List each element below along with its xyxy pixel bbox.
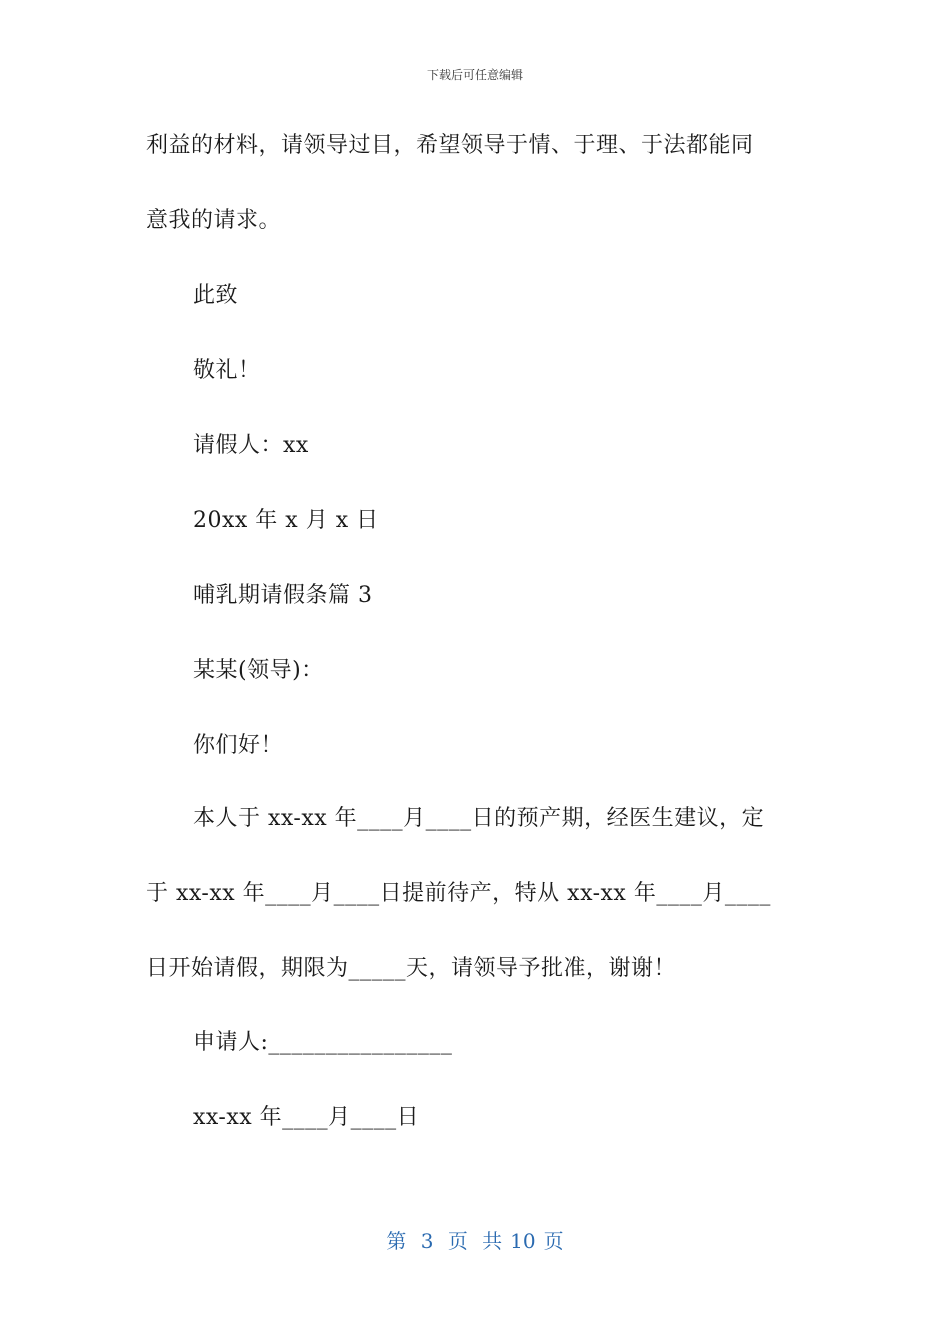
addressee-line: 某某(领导)： xyxy=(193,658,324,683)
greeting-line: 你们好！ xyxy=(193,733,284,758)
body-line-3: 日开始请假，期限为_____天，请领导予批准，谢谢！ xyxy=(146,956,677,981)
requester-line: 请假人：xx xyxy=(193,433,309,458)
footer-page-number: 3 xyxy=(420,1229,434,1253)
body-line-1: 本人于 xx-xx 年____月____日的预产期，经医生建议，定 xyxy=(193,806,765,831)
closing-respect: 敬礼！ xyxy=(193,358,261,383)
footer-total-prefix: 共 xyxy=(482,1229,503,1253)
date-line: 20xx 年 x 月 x 日 xyxy=(193,508,379,533)
section-title: 哺乳期请假条篇 3 xyxy=(193,583,373,608)
footer-suffix: 页 xyxy=(543,1229,564,1253)
footer-total-pages: 10 xyxy=(510,1229,536,1253)
page-header: 下载后可任意编辑 xyxy=(426,68,523,82)
applicant-line: 申请人:________________ xyxy=(193,1030,453,1055)
footer-prefix: 第 xyxy=(386,1229,407,1253)
footer-page-label: 页 xyxy=(447,1229,468,1253)
body-line-2: 于 xx-xx 年____月____日提前待产，特从 xx-xx 年____月____ xyxy=(146,881,771,906)
paragraph-line-2: 意我的请求。 xyxy=(146,208,282,233)
page-footer xyxy=(0,1225,950,1254)
closing-salutation: 此致 xyxy=(193,283,239,308)
application-date-line: xx-xx 年____月____日 xyxy=(193,1105,420,1130)
paragraph-line-1: 利益的材料，请领导过目，希望领导于情、于理、于法都能同 xyxy=(146,133,754,158)
